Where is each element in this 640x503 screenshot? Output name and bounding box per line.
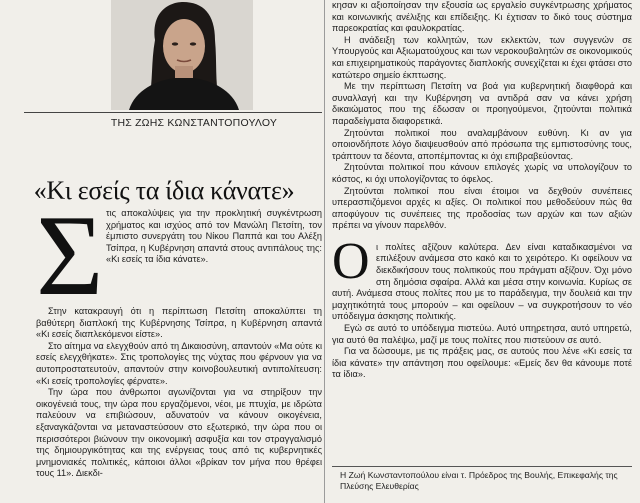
paragraph: Ζητούνται πολιτικοί που είναι έτοιμοι να δεχθούν συνέπειες υπερασπιζόμενοι αρχές κι αξίες. Οι πολιτικοί που μεθοδεύουν πώς θα αποφύγουν τις συνέπειες της προδοσίας των αρχών και των αξιών πρέπει να γίνουν παρελθόν.	[332, 185, 632, 231]
drop-cap: Ο	[332, 232, 370, 290]
paragraph: Στην κατακραυγή ότι η περίπτωση Πετσίτη αποκαλύπτει τη βαθύτερη διαπλοκή της Κυβέρνησης Τσίπρα, η Κυβέρνηση απαντά «Κι εσείς διαπλεκόμενοι είστε».	[36, 306, 322, 340]
lead-text: τις αποκαλύψεις για την προκλητική συγκέντρωση χρήματος και ισχύος από τον Μανώλη Πετσίτη, τον έμπιστο συνεργάτη του Νίκου Παππά και του Αλέξη Τσίπρα, η Κυβέρνηση απαντά στους αντιπάλους της: «Κι εσείς τα ίδια κάνατε».	[106, 208, 322, 265]
headline: «Κι εσείς τα ίδια κάνατε»	[33, 176, 295, 205]
author-footnote: Η Ζωή Κωνσταντοπούλου είναι τ. Πρόεδρος της Βουλής, Επικεφαλής της Πλεύσης Ελευθερίας	[340, 470, 618, 491]
left-column	[6, 0, 322, 503]
paragraph: Ζητούνται πολιτικοί που κάνουν επιλογές χωρίς να υπολογίζουν το κόστος, κι όχι υπολογίζοντας το όφελος.	[332, 162, 632, 184]
paragraph: Ζητούνται πολιτικοί που αναλαμβάνουν ευθύνη. Κι αν για οποιονδήποτε λόγο διαψευσθούν από πρόσωπα της εμπιστοσύνης τους, τράπτουν τα δέοντα, αποπέμποντας κι όχι επιβραβεύοντας.	[332, 127, 632, 161]
paragraph: κησαν κι αξιοποίησαν την εξουσία ως εργαλείο συγκέντρωσης χρήματος και κοινωνικής ανέλιξης και επίδειξης. Κι έχτισαν το δικό τους σύστημα παρεοκρατίας και φαυλοκρατίας.	[332, 0, 632, 34]
lead-paragraph	[36, 192, 322, 320]
left-body	[36, 306, 322, 480]
ocap-paragraph	[332, 232, 632, 323]
author-photo	[111, 0, 253, 110]
paragraph: ι πολίτες αξίζουν καλύτερα. Δεν είναι καταδικασμένοι να επιλέξουν ανάμεσα στο κακό και το χειρότερο. Κι οφείλουν να διεκδικήσουν τους πολιτικούς που πράγματι αξίζουν. Όχι μόνο στη δημόσια σφαίρα. Αλλά και μέσα στην κοινωνία. Κυρίως σε αυτή. Ανάμεσα στους πολίτες που με το παράδειγμα, την δουλειά και την μαχητικότητά τους μπορούν – και οφείλουν – να συγκροτήσουν το νέο υπόδειγμα άσκησης πολιτικής.	[332, 241, 632, 322]
footnote-rule	[332, 466, 632, 467]
paragraph: Για να δώσουμε, με τις πράξεις μας, σε αυτούς που λένε «Κι εσείς τα ίδια κάνατε» την απάντηση που οφείλουμε: «Εμείς δεν θα κάνουμε ποτέ τα ίδια».	[332, 346, 632, 380]
author-portrait-image	[111, 0, 253, 110]
paragraph: Στο αίτημα να ελεγχθούν από τη Δικαιοσύνη, απαντούν «Μα ούτε κι εσείς ελεγχθήκατε». Στις τροπολογίες της νύχτας που φέρνουν για να αυτοπροστατευτούν, απαντούν στην κοινοβουλευτική αντιπολίτευση: «Κι εσείς τροπολογίες φέρνατε».	[36, 340, 322, 386]
drop-cap: Σ	[36, 192, 104, 320]
paragraph: Η ανάδειξη των κολλητών, των εκλεκτών, των συγγενών σε Υπουργούς και Αξιωματούχους και των νεροκουβαλητών σε οικονομικούς και επιχειρηματικούς παράγοντες διαπλοκής συνεχίζεται κι έχει φτάσει στο κατώτερο σημείο έκπτωσης.	[332, 34, 633, 80]
paragraph: Με την περίπτωση Πετσίτη να βοά για κυβερνητική διαφθορά και συναλλαγή και την Κυβέρνηση να αντιδρά σαν να κάνει χρήση δικαιώματος που της έδωσαν οι προηγούμενοι, ζητούνται πολιτικά παραδείγματα διαφορετικά.	[332, 81, 632, 126]
byline-rule	[24, 112, 322, 113]
paragraph: Την ώρα που άνθρωποι αγωνίζονται για να στηρίξουν την οικογένειά τους, την ώρα που εργαζόμενοι, νέοι, με πτυχία, με ιδρώτα παλεύουν να επιβιώσουν, αδυνατούν να κάνουν οικογένεια, εξαναγκάζονται να μεταναστεύσουν στο εξωτερικό, την ώρα που οι περισσότεροι βιώνουν την οικονομική ασφυξία και τον στραγγαλισμό της δημιουργικότητας και της ενέργειας τους από τις κυβερνητικές μνημονιακές πολιτικές, κάποιοι άλλοι «βρίκαν τον μήνα που θρέφει τους 11». Διεκδι-	[36, 387, 322, 479]
column-divider	[324, 0, 325, 503]
byline: ΤΗΣ ΖΩΗΣ ΚΩΝΣΤΑΝΤΟΠΟΥΛΟΥ	[110, 117, 278, 129]
right-column	[332, 0, 632, 381]
section-gap	[332, 232, 632, 240]
paragraph: Εγώ σε αυτό το υπόδειγμα πιστεύω. Αυτό υπηρετησα, αυτό υπηρετώ, για αυτό θα παλέψω, μαζί με τους πολίτες που πιστεύουν σε αυτό.	[332, 323, 632, 345]
